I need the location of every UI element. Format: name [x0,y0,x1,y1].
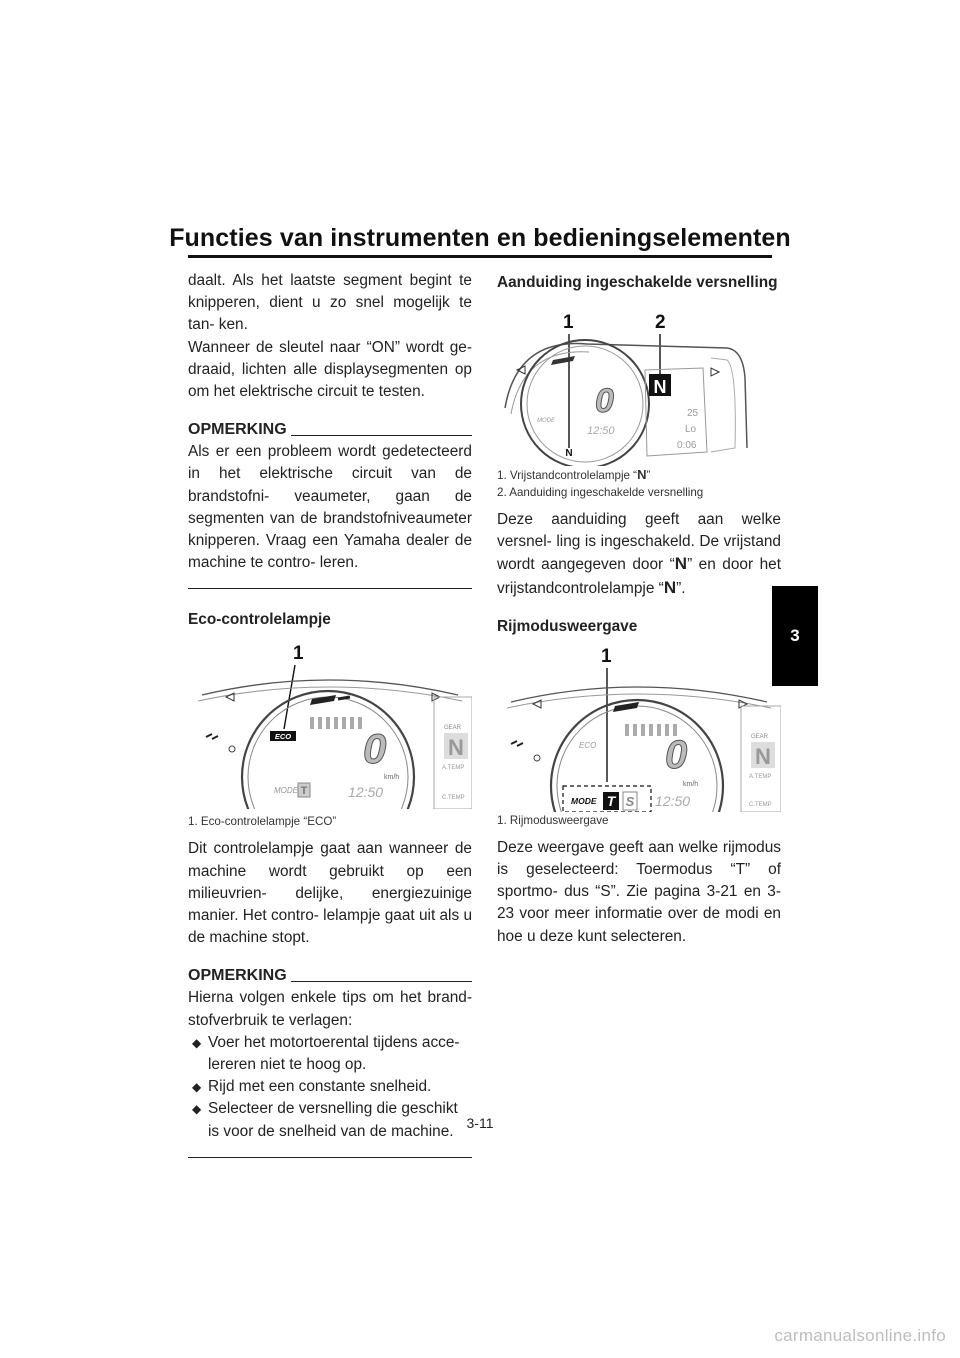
gear-n: N [448,735,464,761]
note-heading-2 [188,967,472,985]
gear-caption-1-close: ” [646,469,651,482]
gear-caption-2: 2. Aanduiding ingeschakelde versnelling [497,486,704,499]
gear-callout-1: 1 [563,312,574,333]
gear-figure [497,298,781,466]
mode-caption: 1. Rijmodusweergave [497,813,609,827]
gear-text-b: ” en door het vrijstandcontrolelampje “ [497,556,781,597]
intro-paragraph: daalt. Als het laatste segment begint te knipperen, dient u zo snel mogelijk te tan- ken. [188,272,472,334]
mode-callout: 1 [601,645,612,667]
tip-item: ◆ Voer het motortoerental tijdens acce- lereren niet te hoog op. [188,1032,472,1076]
mode-s-indicator: S [625,793,635,809]
gear-text-a: Deze aanduiding geeft aan welke versnel- ling is ingeschakeld. De vrijstand wordt aangegeven door “ [497,511,781,574]
note-rule [291,435,472,436]
neutral-glyph: N [637,467,647,482]
mode-paragraph: Deze weergave geeft aan welke rijmodus is geselecteerd: Toermodus “T” of sportmo- dus “S”. Zie pagina 3-21 en 3-23 voor meer informatie over de modi en hoe u deze kunt selecteren. [497,838,781,945]
time-value: 0:06 [677,440,697,451]
mode-figure [497,640,781,812]
chapter-tab[interactable]: 3 [772,586,818,686]
a-temp-label: A.TEMP [442,765,465,772]
eco-lamp-label: ECO [274,732,292,742]
eco-caption: 1. Eco-controlelampje “ECO” [188,815,337,829]
page-number: 3-11 [466,1115,494,1131]
gear-caption-1 [497,466,781,484]
gear-callout-2: 2 [655,312,666,333]
ambient-value: 25 [687,408,699,419]
page-title: Functies van instrumenten en bedieningselementen [169,224,791,252]
gear-indicator-n: N [653,377,667,397]
note-end-rule-2 [188,1157,472,1158]
mode-clock: 12:50 [655,792,691,809]
mode-gear-label: GEAR [751,733,769,740]
kmh-label: km/h [384,774,400,782]
note-label-2: OPMERKING [188,967,287,985]
neutral-glyph: N [663,577,677,597]
tip-item: ◆ Rijd met een constante snelheid. [188,1076,472,1098]
gear-caption-1-text: 1. Vrijstandcontrolelampje “ [497,469,638,482]
intro-paragraph-2: Wanneer de sleutel naar “ON” wordt ge- draaid, lichten alle displaysegmenten op om het elektrische circuit te testen. [188,338,472,401]
gear-paragraph [497,509,781,600]
mode-speed-digit: 0 [665,732,688,777]
title-rule [188,255,772,258]
mode-heading: Rijmodusweergave [497,617,638,635]
mode-label: MODE [274,786,298,796]
eco-heading: Eco-controlelampje [188,611,331,629]
note-end-rule [188,588,472,589]
eco-figure [188,637,472,809]
note-rule-2 [291,981,472,982]
watermark[interactable]: carmanualsonline.info [774,1326,946,1345]
mode-word: MODE [571,795,597,806]
note-text-1: Als er een probleem wordt gedetecteerd in het elektrische circuit van de brandstofni- veaumeter, gaan de segmenten van de brandstofniveaumeter knipperen. Vraag een Yamaha dealer de machine te contro- leren. [188,443,472,572]
c-temp-label: C.TEMP [442,795,465,802]
lo-value: Lo [685,424,697,435]
note-heading-1 [188,421,472,439]
mode-fig-eco: ECO [579,740,597,750]
gear-label: GEAR [444,725,462,732]
gear-mode-label: MODE [537,418,555,424]
clock: 12:50 [348,784,384,801]
note-text-2: Hierna volgen enkele tips om het brand- stofverbruik te verlagen: [188,989,472,1029]
gear-speed-digit: 0 [595,382,614,420]
mode-kmh: km/h [683,780,699,788]
right-column [497,270,781,948]
gear-text-c: ”. [676,579,686,597]
left-column [188,270,472,1158]
tip-item: ◆ Selecteer de versnelling die geschikt is voor de snelheid van de machine. [188,1098,472,1142]
gear-clock: 12:50 [587,425,615,437]
note-label: OPMERKING [188,421,287,439]
speed-digit: 0 [363,725,387,773]
neutral-glyph: N [674,554,688,574]
mode-t-indicator: T [606,792,616,809]
mode-gear-n: N [755,743,771,769]
gear-heading: Aanduiding ingeschakelde versnelling [497,274,778,291]
mode-t: T [300,785,308,798]
mode-c-temp: C.TEMP [749,801,772,808]
neutral-lamp: N [565,448,573,459]
eco-paragraph: Dit controlelampje gaat aan wanneer de machine wordt gebruikt op een milieuvrien- delijke, energiezuinige manier. Het contro- lelampje gaat uit als u de machine stopt. [188,840,473,947]
mode-a-temp: A.TEMP [749,773,772,780]
eco-callout: 1 [293,643,304,665]
